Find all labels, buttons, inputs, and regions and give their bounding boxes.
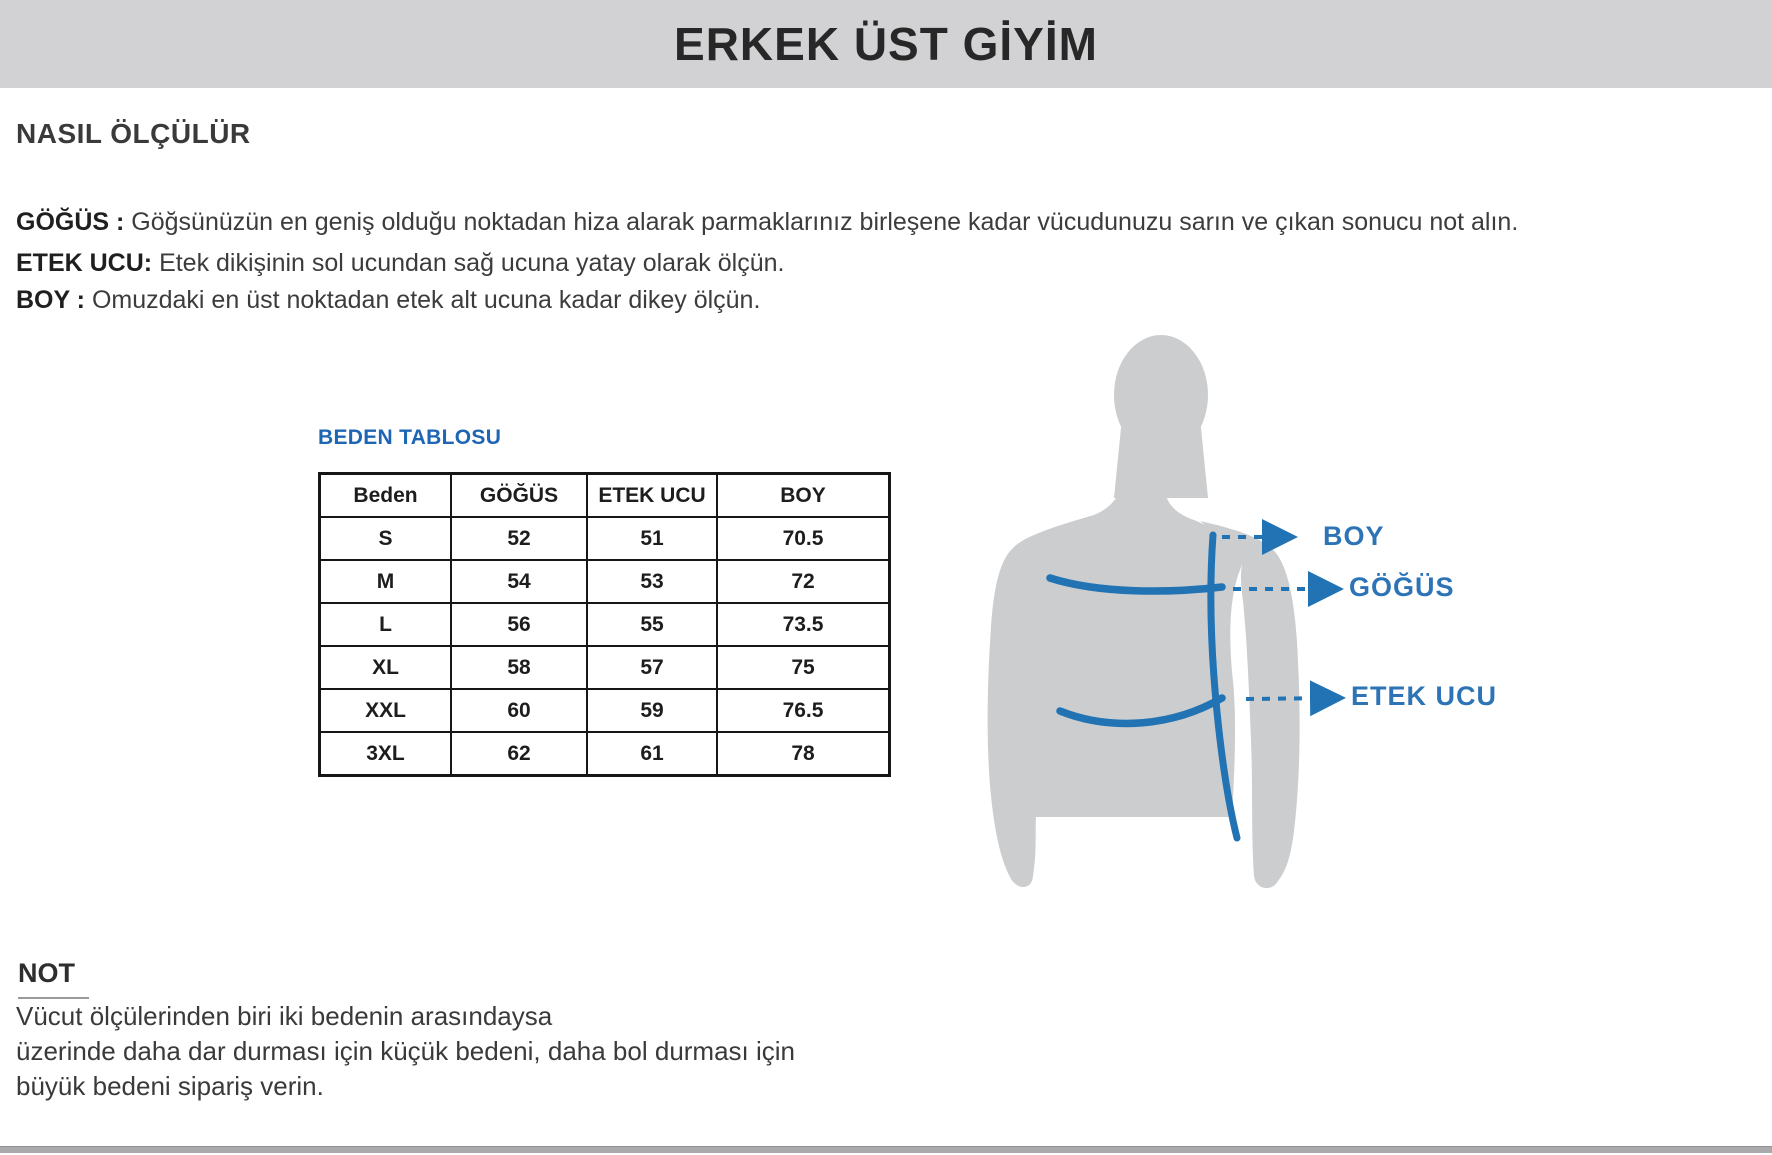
size-table-header-row <box>320 474 890 518</box>
size-table <box>318 472 891 777</box>
column-header-etek-ucu: ETEK UCU <box>587 474 717 518</box>
cell-value: 51 <box>587 517 717 560</box>
cell-value: 70.5 <box>717 517 890 560</box>
note-heading: NOT <box>18 958 89 999</box>
page-title: ERKEK ÜST GİYİM <box>674 18 1098 70</box>
cell-size: XXL <box>320 689 452 732</box>
cell-value: 72 <box>717 560 890 603</box>
measure-term-boy: BOY : <box>16 286 85 314</box>
cell-size: 3XL <box>320 732 452 776</box>
table-row <box>320 603 890 646</box>
diagram-label-boy: BOY <box>1323 521 1385 551</box>
cell-value: 55 <box>587 603 717 646</box>
column-header-gogus: GÖĞÜS <box>451 474 587 518</box>
cell-value: 54 <box>451 560 587 603</box>
cell-value: 62 <box>451 732 587 776</box>
diagram-label-etek-ucu: ETEK UCU <box>1351 681 1498 711</box>
cell-value: 78 <box>717 732 890 776</box>
measure-text-boy: Omuzdaki en üst noktadan etek alt ucuna kadar dikey ölçün. <box>91 286 761 314</box>
note-line: üzerinde daha dar durması için küçük bedeni, daha bol durması için <box>16 1036 796 1066</box>
cell-size: S <box>320 517 452 560</box>
footer-divider-bar <box>0 1146 1772 1153</box>
table-row <box>320 517 890 560</box>
cell-value: 56 <box>451 603 587 646</box>
column-header-beden: Beden <box>320 474 452 518</box>
measure-definition-gogus <box>16 208 1518 237</box>
column-header-boy: BOY <box>717 474 890 518</box>
measure-text-gogus: Göğsünüzün en geniş olduğu noktadan hiza alarak parmaklarınız birleşene kadar vücudunuzu sarın ve çıkan sonucu not alın. <box>131 208 1519 236</box>
page-header <box>0 0 1772 88</box>
cell-size: L <box>320 603 452 646</box>
table-row <box>320 560 890 603</box>
how-to-measure-heading: NASIL ÖLÇÜLÜR <box>16 118 251 149</box>
cell-value: 59 <box>587 689 717 732</box>
note-line: büyük bedeni sipariş verin. <box>16 1071 324 1101</box>
cell-value: 75 <box>717 646 890 689</box>
measure-definition-etek-ucu <box>16 249 784 278</box>
table-row <box>320 646 890 689</box>
body-silhouette <box>988 335 1300 888</box>
table-row <box>320 732 890 776</box>
cell-value: 58 <box>451 646 587 689</box>
measure-definition-boy <box>16 286 760 315</box>
cell-value: 53 <box>587 560 717 603</box>
cell-value: 60 <box>451 689 587 732</box>
cell-size: M <box>320 560 452 603</box>
cell-value: 52 <box>451 517 587 560</box>
cell-size: XL <box>320 646 452 689</box>
diagram-label-gogus: GÖĞÜS <box>1349 572 1455 602</box>
cell-value: 57 <box>587 646 717 689</box>
measure-term-gogus: GÖĞÜS : <box>16 208 125 236</box>
measure-term-etek-ucu: ETEK UCU: <box>16 249 153 277</box>
size-table-heading: BEDEN TABLOSU <box>318 426 502 449</box>
cell-value: 73.5 <box>717 603 890 646</box>
cell-value: 76.5 <box>717 689 890 732</box>
note-line: Vücut ölçülerinden biri iki bedenin arasındaysa <box>16 1001 553 1031</box>
measure-text-etek-ucu: Etek dikişinin sol ucundan sağ ucuna yatay olarak ölçün. <box>159 249 785 277</box>
table-row <box>320 689 890 732</box>
cell-value: 61 <box>587 732 717 776</box>
